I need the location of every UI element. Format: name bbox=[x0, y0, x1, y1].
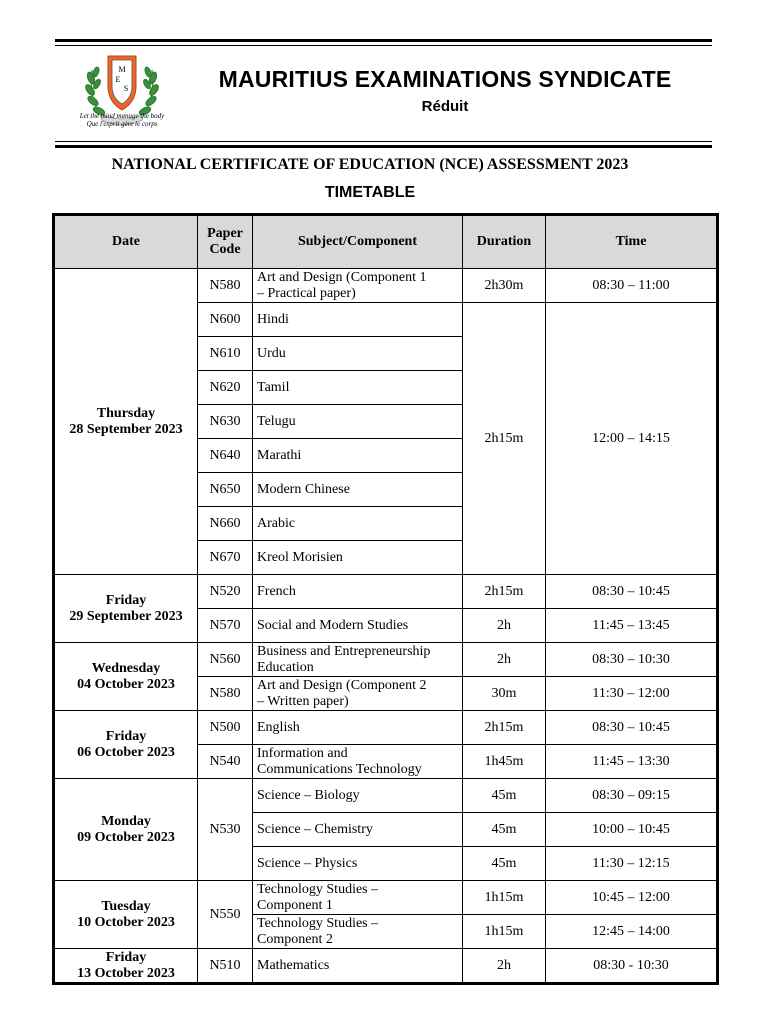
duration-cell: 2h bbox=[463, 949, 546, 984]
paper-code-cell: N600 bbox=[198, 303, 253, 337]
document-subtitle: TIMETABLE bbox=[324, 184, 416, 201]
motto-english: Let the mind manage the body bbox=[79, 112, 165, 120]
time-cell: 12:00 – 14:15 bbox=[546, 303, 718, 575]
table-row bbox=[54, 643, 718, 677]
table-row bbox=[54, 881, 718, 915]
subject-cell: Kreol Morisien bbox=[253, 541, 463, 575]
day-date: 13 October 2023 bbox=[77, 965, 175, 981]
day-name: Thursday bbox=[96, 405, 156, 421]
subject-cell: Telugu bbox=[253, 405, 463, 439]
paper-code-cell: N630 bbox=[198, 405, 253, 439]
time-cell: 08:30 – 11:00 bbox=[546, 269, 718, 303]
duration-cell: 45m bbox=[463, 779, 546, 813]
subject-line1: Technology Studies – bbox=[257, 915, 379, 931]
day-date: 29 September 2023 bbox=[69, 608, 183, 624]
motto bbox=[72, 112, 172, 128]
table-row bbox=[54, 269, 718, 303]
header-rule-top-thick bbox=[55, 39, 712, 42]
date-cell bbox=[54, 949, 198, 984]
subject-cell: Science – Biology bbox=[253, 779, 463, 813]
col-header-time: Time bbox=[546, 215, 718, 269]
subject-line1: Art and Design (Component 2 bbox=[257, 677, 427, 693]
paper-code-cell: N550 bbox=[198, 881, 253, 949]
subject-line1: Technology Studies – bbox=[257, 881, 379, 897]
day-date: 09 October 2023 bbox=[77, 829, 175, 845]
paper-code-cell: N610 bbox=[198, 337, 253, 371]
timetable bbox=[52, 213, 719, 985]
paper-code-cell: N580 bbox=[198, 269, 253, 303]
time-cell: 08:30 - 10:30 bbox=[546, 949, 718, 984]
subject-cell: Tamil bbox=[253, 371, 463, 405]
paper-code-cell: N500 bbox=[198, 711, 253, 745]
organization-location: Réduit bbox=[421, 98, 469, 115]
time-cell: 12:45 – 14:00 bbox=[546, 915, 718, 949]
subject-line1: Business and Entrepreneurship bbox=[257, 643, 431, 659]
date-cell bbox=[54, 575, 198, 643]
time-cell: 08:30 – 09:15 bbox=[546, 779, 718, 813]
subject-line2: – Practical paper) bbox=[257, 285, 356, 301]
paper-code-cell: N650 bbox=[198, 473, 253, 507]
subject-cell bbox=[253, 915, 463, 949]
date-cell bbox=[54, 711, 198, 779]
duration-cell: 45m bbox=[463, 847, 546, 881]
day-date: 04 October 2023 bbox=[77, 676, 175, 692]
paper-code-cell: N640 bbox=[198, 439, 253, 473]
header-rule-bottom-thin bbox=[55, 141, 712, 142]
time-cell: 08:30 – 10:45 bbox=[546, 711, 718, 745]
laurel-right-icon bbox=[138, 66, 160, 118]
duration-cell: 2h15m bbox=[463, 303, 546, 575]
subject-cell: Hindi bbox=[253, 303, 463, 337]
duration-cell: 2h30m bbox=[463, 269, 546, 303]
date-cell bbox=[54, 779, 198, 881]
subject-line2: Education bbox=[257, 659, 314, 675]
subject-cell bbox=[253, 269, 463, 303]
subject-line2: – Written paper) bbox=[257, 693, 349, 709]
date-cell bbox=[54, 643, 198, 711]
table-row bbox=[54, 711, 718, 745]
logo-letter-s: S bbox=[123, 84, 129, 93]
subject-cell: French bbox=[253, 575, 463, 609]
time-cell: 08:30 – 10:30 bbox=[546, 643, 718, 677]
paper-code-line1: Paper bbox=[207, 226, 243, 241]
paper-code-cell: N540 bbox=[198, 745, 253, 779]
table-row bbox=[54, 949, 718, 984]
paper-code-cell: N670 bbox=[198, 541, 253, 575]
subject-cell bbox=[253, 643, 463, 677]
col-header-date: Date bbox=[54, 215, 198, 269]
subject-cell: Mathematics bbox=[253, 949, 463, 984]
paper-code-cell: N570 bbox=[198, 609, 253, 643]
duration-cell: 45m bbox=[463, 813, 546, 847]
duration-cell: 2h15m bbox=[463, 711, 546, 745]
motto-french: Que l'esprit gère le corps bbox=[86, 120, 158, 128]
day-date: 06 October 2023 bbox=[77, 744, 175, 760]
paper-code-cell: N530 bbox=[198, 779, 253, 881]
day-name: Monday bbox=[101, 813, 151, 829]
day-date: 28 September 2023 bbox=[69, 421, 183, 437]
subject-line2: Component 1 bbox=[257, 897, 333, 913]
subject-cell: Arabic bbox=[253, 507, 463, 541]
duration-cell: 1h15m bbox=[463, 915, 546, 949]
paper-code-cell: N620 bbox=[198, 371, 253, 405]
duration-cell: 1h45m bbox=[463, 745, 546, 779]
duration-cell: 30m bbox=[463, 677, 546, 711]
document-title: NATIONAL CERTIFICATE OF EDUCATION (NCE) ASSESSMENT 2023 bbox=[111, 156, 629, 173]
table-header-row bbox=[54, 215, 718, 269]
subject-cell: English bbox=[253, 711, 463, 745]
subject-cell bbox=[253, 677, 463, 711]
col-header-subject: Subject/Component bbox=[253, 215, 463, 269]
subject-cell: Marathi bbox=[253, 439, 463, 473]
logo-letter-m: M bbox=[118, 65, 126, 74]
date-cell bbox=[54, 881, 198, 949]
header-rule-bottom-thick bbox=[55, 145, 712, 148]
time-cell: 10:00 – 10:45 bbox=[546, 813, 718, 847]
col-header-duration: Duration bbox=[463, 215, 546, 269]
day-name: Friday bbox=[105, 592, 147, 608]
time-cell: 11:30 – 12:00 bbox=[546, 677, 718, 711]
day-name: Friday bbox=[105, 728, 147, 744]
header-rule-top-thin bbox=[55, 45, 712, 46]
subject-cell: Modern Chinese bbox=[253, 473, 463, 507]
time-cell: 10:45 – 12:00 bbox=[546, 881, 718, 915]
day-date: 10 October 2023 bbox=[77, 914, 175, 930]
paper-code-cell: N560 bbox=[198, 643, 253, 677]
paper-code-cell: N660 bbox=[198, 507, 253, 541]
subject-line1: Information and bbox=[257, 745, 348, 761]
date-cell bbox=[54, 269, 198, 575]
subject-cell: Science – Physics bbox=[253, 847, 463, 881]
duration-cell: 2h bbox=[463, 643, 546, 677]
paper-code-cell: N520 bbox=[198, 575, 253, 609]
paper-code-cell: N510 bbox=[198, 949, 253, 984]
paper-code-line2: Code bbox=[209, 242, 241, 257]
subject-line2: Component 2 bbox=[257, 931, 333, 947]
subject-line1: Art and Design (Component 1 bbox=[257, 269, 427, 285]
day-name: Wednesday bbox=[91, 660, 161, 676]
laurel-left-icon bbox=[84, 66, 106, 118]
duration-cell: 2h bbox=[463, 609, 546, 643]
day-name: Friday bbox=[105, 949, 147, 965]
logo-letter-e: E bbox=[115, 75, 121, 84]
duration-cell: 1h15m bbox=[463, 881, 546, 915]
subject-cell bbox=[253, 745, 463, 779]
col-header-paper-code bbox=[198, 215, 253, 269]
day-name: Tuesday bbox=[101, 898, 151, 914]
subject-cell: Urdu bbox=[253, 337, 463, 371]
table-row bbox=[54, 779, 718, 813]
time-cell: 11:45 – 13:45 bbox=[546, 609, 718, 643]
subject-cell: Science – Chemistry bbox=[253, 813, 463, 847]
time-cell: 08:30 – 10:45 bbox=[546, 575, 718, 609]
subject-cell bbox=[253, 881, 463, 915]
duration-cell: 2h15m bbox=[463, 575, 546, 609]
paper-code-cell: N580 bbox=[198, 677, 253, 711]
organization-name: MAURITIUS EXAMINATIONS SYNDICATE bbox=[218, 66, 672, 92]
time-cell: 11:45 – 13:30 bbox=[546, 745, 718, 779]
subject-line2: Communications Technology bbox=[257, 761, 422, 777]
time-cell: 11:30 – 12:15 bbox=[546, 847, 718, 881]
table-row bbox=[54, 575, 718, 609]
subject-cell: Social and Modern Studies bbox=[253, 609, 463, 643]
